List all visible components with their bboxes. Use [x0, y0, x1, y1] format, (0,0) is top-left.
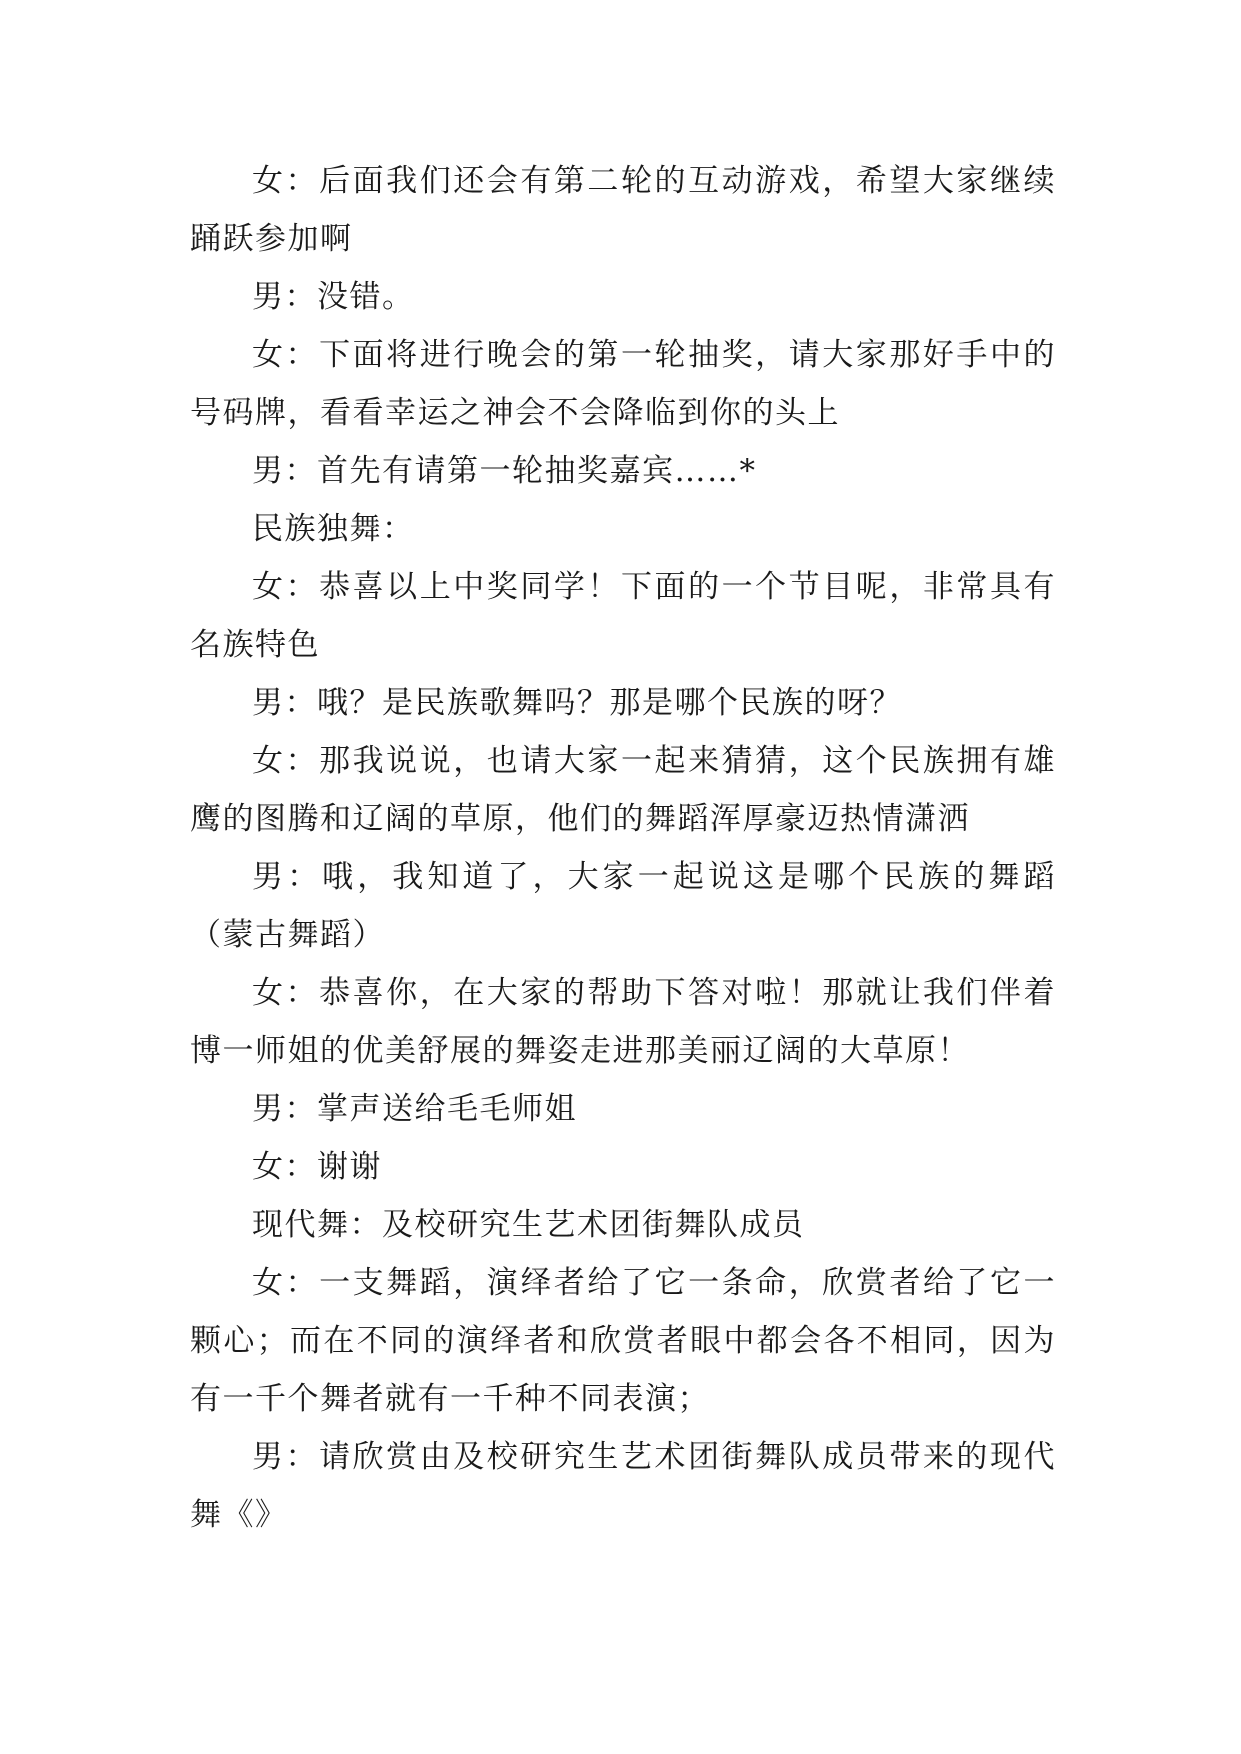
paragraph: 女：恭喜以上中奖同学！下面的一个节目呢，非常具有名族特色 — [190, 569, 1056, 663]
paragraph: 女：谢谢 — [252, 1149, 382, 1185]
paragraph: 女：后面我们还会有第二轮的互动游戏，希望大家继续踊跃参加啊 — [190, 163, 1056, 257]
paragraph: 男：哦，我知道了，大家一起说这是哪个民族的舞蹈（蒙古舞蹈） — [190, 859, 1056, 953]
paragraph: 男：首先有请第一轮抽奖嘉宾……* — [252, 453, 757, 489]
paragraph: 民族独舞： — [252, 511, 415, 547]
paragraph: 现代舞：及校研究生艺术团街舞队成员 — [252, 1207, 805, 1243]
document-body — [190, 152, 1056, 1544]
paragraph: 男：请欣赏由及校研究生艺术团街舞队成员带来的现代舞《》 — [190, 1439, 1056, 1533]
paragraph: 男：掌声送给毛毛师姐 — [252, 1091, 577, 1127]
paragraph: 女：那我说说，也请大家一起来猜猜，这个民族拥有雄鹰的图腾和辽阔的草原，他们的舞蹈浑厚豪迈热情潇洒 — [190, 743, 1056, 837]
paragraph: 女：下面将进行晚会的第一轮抽奖，请大家那好手中的号码牌，看看幸运之神会不会降临到你的头上 — [190, 337, 1056, 431]
paragraph: 男：哦？是民族歌舞吗？那是哪个民族的呀？ — [252, 685, 902, 721]
paragraph: 男：没错。 — [252, 279, 415, 315]
paragraph: 女：一支舞蹈，演绎者给了它一条命，欣赏者给了它一颗心；而在不同的演绎者和欣赏者眼中都会各不相同，因为有一千个舞者就有一千种不同表演； — [190, 1265, 1056, 1417]
paragraph: 女：恭喜你，在大家的帮助下答对啦！那就让我们伴着博一师姐的优美舒展的舞姿走进那美丽辽阔的大草原！ — [190, 975, 1056, 1069]
